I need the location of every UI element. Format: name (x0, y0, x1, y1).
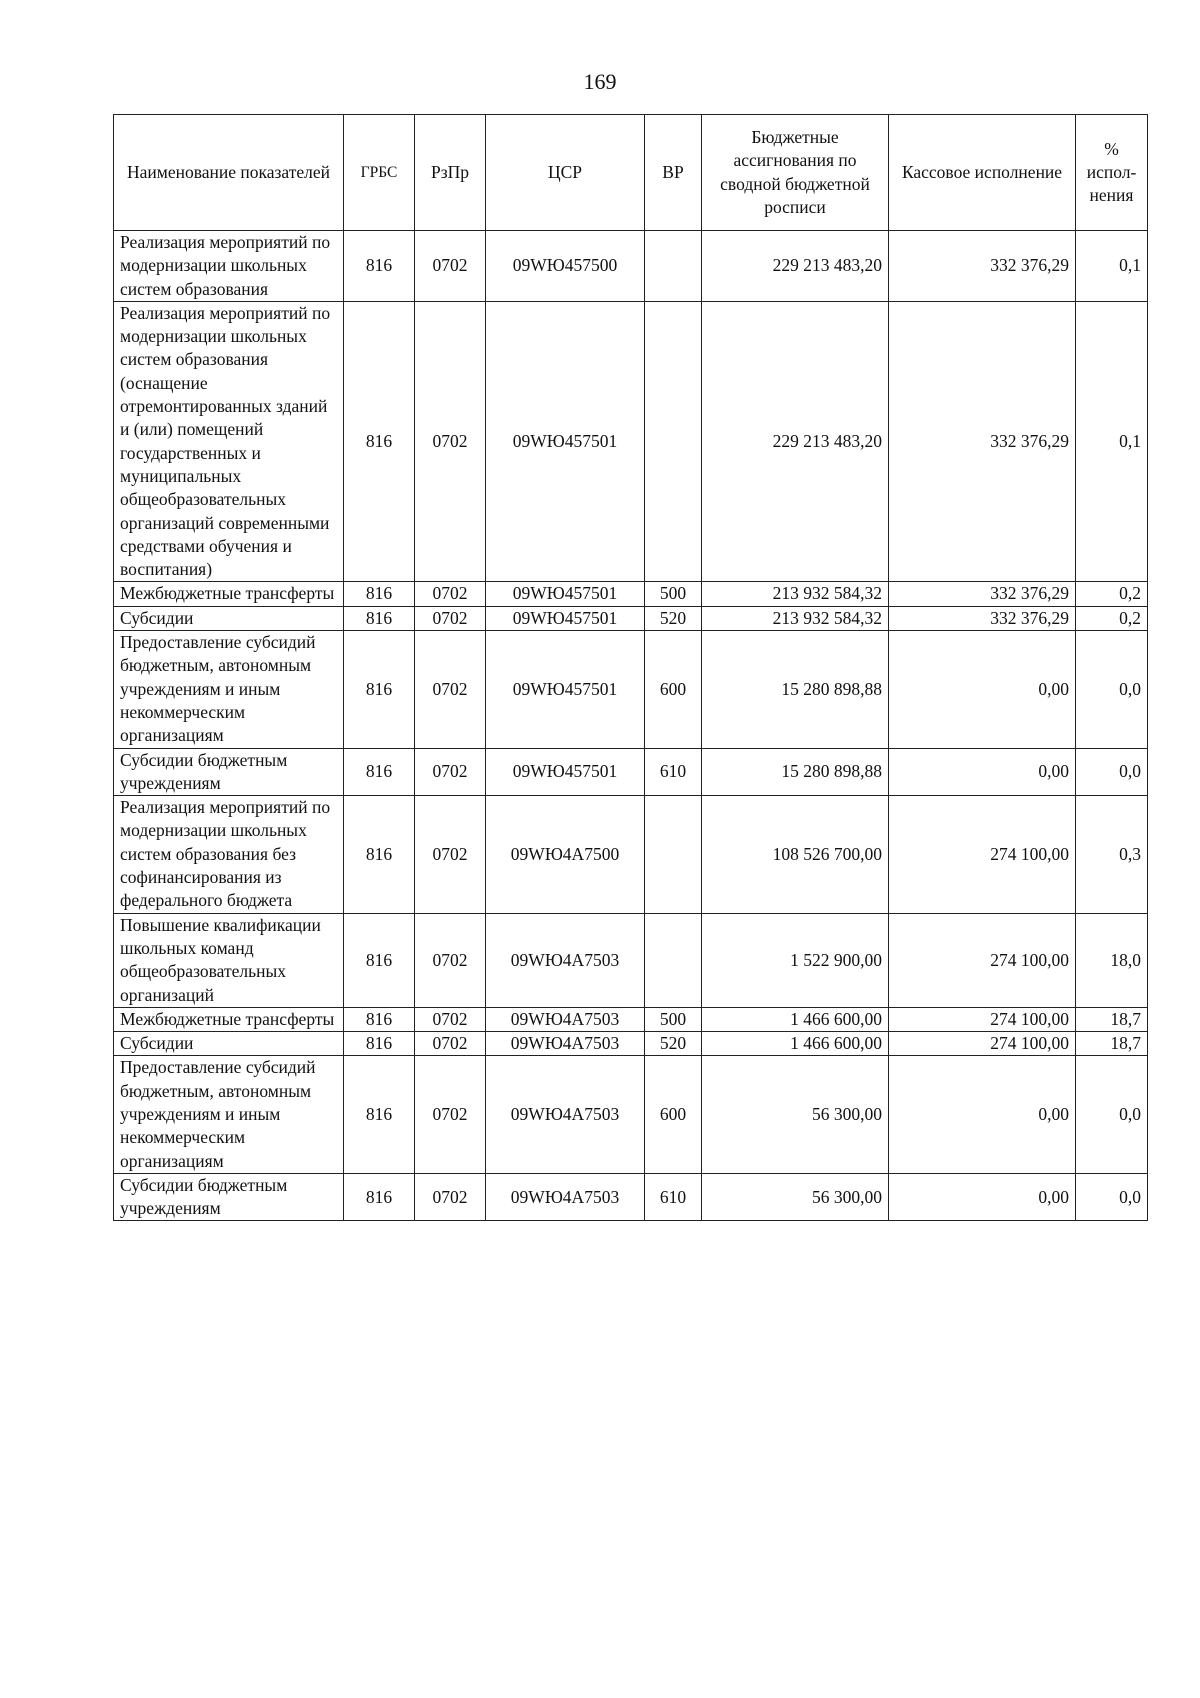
row-rzpr: 0702 (415, 796, 486, 913)
row-name: Реализация мероприятий по модернизации школьных систем образования (114, 231, 344, 302)
row-cash: 0,00 (889, 1056, 1076, 1173)
row-percent: 0,1 (1076, 301, 1148, 582)
row-csr: 09WЮ4A7503 (486, 1056, 645, 1173)
row-rzpr: 0702 (415, 1173, 486, 1221)
row-vr (645, 796, 702, 913)
header-rzpr: РзПр (415, 115, 486, 231)
row-assignments: 213 932 584,32 (702, 582, 889, 606)
row-cash: 332 376,29 (889, 301, 1076, 582)
table-row (114, 631, 1148, 748)
row-percent: 18,7 (1076, 1032, 1148, 1056)
row-cash: 274 100,00 (889, 1032, 1076, 1056)
row-rzpr: 0702 (415, 231, 486, 302)
row-vr (645, 913, 702, 1007)
row-name: Реализация мероприятий по модернизации школьных систем образования (оснащение отремонтированных зданий и (или) помещений государственных и муниципальных общеобразовательных организаций современными средствами обучения и воспитания) (114, 301, 344, 582)
row-assignments: 1 522 900,00 (702, 913, 889, 1007)
row-csr: 09WЮ4A7500 (486, 796, 645, 913)
row-assignments: 56 300,00 (702, 1173, 889, 1221)
row-assignments: 229 213 483,20 (702, 231, 889, 302)
row-assignments: 229 213 483,20 (702, 301, 889, 582)
row-percent: 0,3 (1076, 796, 1148, 913)
row-assignments: 15 280 898,88 (702, 631, 889, 748)
row-percent: 0,0 (1076, 1173, 1148, 1221)
row-rzpr: 0702 (415, 748, 486, 796)
row-csr: 09WЮ457501 (486, 606, 645, 630)
row-name: Реализация мероприятий по модернизации школьных систем образования без софинансирования из федерального бюджета (114, 796, 344, 913)
row-name: Повышение квалификации школьных команд общеобразовательных организаций (114, 913, 344, 1007)
row-cash: 332 376,29 (889, 582, 1076, 606)
row-vr: 500 (645, 582, 702, 606)
header-csr: ЦСР (486, 115, 645, 231)
row-grbs: 816 (344, 631, 415, 748)
row-percent: 0,2 (1076, 606, 1148, 630)
row-name: Предоставление субсидий бюджетным, автономным учреждениям и иным некоммерческим организациям (114, 1056, 344, 1173)
row-vr: 610 (645, 1173, 702, 1221)
row-rzpr: 0702 (415, 606, 486, 630)
table-row (114, 1007, 1148, 1031)
header-cash-execution: Кассовое исполнение (889, 115, 1076, 231)
row-rzpr: 0702 (415, 1032, 486, 1056)
row-csr: 09WЮ457501 (486, 301, 645, 582)
row-name: Межбюджетные трансферты (114, 582, 344, 606)
row-rzpr: 0702 (415, 631, 486, 748)
budget-execution-table (113, 114, 1148, 1221)
row-name: Межбюджетные трансферты (114, 1007, 344, 1031)
header-vr: ВР (645, 115, 702, 231)
row-rzpr: 0702 (415, 1056, 486, 1173)
row-cash: 332 376,29 (889, 606, 1076, 630)
row-csr: 09WЮ457501 (486, 582, 645, 606)
row-cash: 274 100,00 (889, 796, 1076, 913)
row-rzpr: 0702 (415, 913, 486, 1007)
row-percent: 0,1 (1076, 231, 1148, 302)
table-row (114, 913, 1148, 1007)
row-grbs: 816 (344, 1056, 415, 1173)
row-percent: 0,0 (1076, 748, 1148, 796)
row-rzpr: 0702 (415, 301, 486, 582)
row-assignments: 108 526 700,00 (702, 796, 889, 913)
row-percent: 18,0 (1076, 913, 1148, 1007)
row-cash: 0,00 (889, 748, 1076, 796)
row-cash: 0,00 (889, 1173, 1076, 1221)
row-csr: 09WЮ4A7503 (486, 913, 645, 1007)
row-assignments: 15 280 898,88 (702, 748, 889, 796)
row-cash: 274 100,00 (889, 1007, 1076, 1031)
header-name: Наименование показателей (114, 115, 344, 231)
row-grbs: 816 (344, 606, 415, 630)
row-csr: 09WЮ457501 (486, 631, 645, 748)
row-vr (645, 231, 702, 302)
row-grbs: 816 (344, 1032, 415, 1056)
page-number: 169 (583, 69, 617, 94)
row-percent: 0,2 (1076, 582, 1148, 606)
row-percent: 18,7 (1076, 1007, 1148, 1031)
table-row (114, 1056, 1148, 1173)
row-vr: 500 (645, 1007, 702, 1031)
table-row (114, 582, 1148, 606)
table-row (114, 606, 1148, 630)
row-cash: 274 100,00 (889, 913, 1076, 1007)
table-row (114, 1032, 1148, 1056)
row-grbs: 816 (344, 1007, 415, 1031)
row-name: Предоставление субсидий бюджетным, автономным учреждениям и иным некоммерческим организациям (114, 631, 344, 748)
row-grbs: 816 (344, 301, 415, 582)
table-row (114, 1173, 1148, 1221)
row-cash: 0,00 (889, 631, 1076, 748)
row-vr (645, 301, 702, 582)
row-csr: 09WЮ4A7503 (486, 1032, 645, 1056)
row-grbs: 816 (344, 582, 415, 606)
row-vr: 600 (645, 631, 702, 748)
row-csr: 09WЮ457500 (486, 231, 645, 302)
table-row (114, 231, 1148, 302)
row-assignments: 1 466 600,00 (702, 1007, 889, 1031)
row-grbs: 816 (344, 913, 415, 1007)
row-name: Субсидии (114, 1032, 344, 1056)
row-vr: 610 (645, 748, 702, 796)
row-grbs: 816 (344, 796, 415, 913)
header-grbs: ГРБС (344, 115, 415, 231)
row-vr: 520 (645, 606, 702, 630)
row-csr: 09WЮ457501 (486, 748, 645, 796)
row-vr: 520 (645, 1032, 702, 1056)
row-assignments: 213 932 584,32 (702, 606, 889, 630)
table-row (114, 748, 1148, 796)
table-row (114, 796, 1148, 913)
header-assignments: Бюджетные ассигнования по сводной бюджетной росписи (702, 115, 889, 231)
row-assignments: 56 300,00 (702, 1056, 889, 1173)
row-name: Субсидии бюджетным учреждениям (114, 748, 344, 796)
row-grbs: 816 (344, 748, 415, 796)
row-rzpr: 0702 (415, 1007, 486, 1031)
row-grbs: 816 (344, 1173, 415, 1221)
row-grbs: 816 (344, 231, 415, 302)
row-name: Субсидии (114, 606, 344, 630)
row-assignments: 1 466 600,00 (702, 1032, 889, 1056)
header-percent: % испол-нения (1076, 115, 1148, 231)
row-rzpr: 0702 (415, 582, 486, 606)
row-name: Субсидии бюджетным учреждениям (114, 1173, 344, 1221)
row-csr: 09WЮ4A7503 (486, 1007, 645, 1031)
row-percent: 0,0 (1076, 631, 1148, 748)
row-vr: 600 (645, 1056, 702, 1173)
table-row (114, 301, 1148, 582)
table-header-row (114, 115, 1148, 231)
row-cash: 332 376,29 (889, 231, 1076, 302)
row-percent: 0,0 (1076, 1056, 1148, 1173)
row-csr: 09WЮ4A7503 (486, 1173, 645, 1221)
